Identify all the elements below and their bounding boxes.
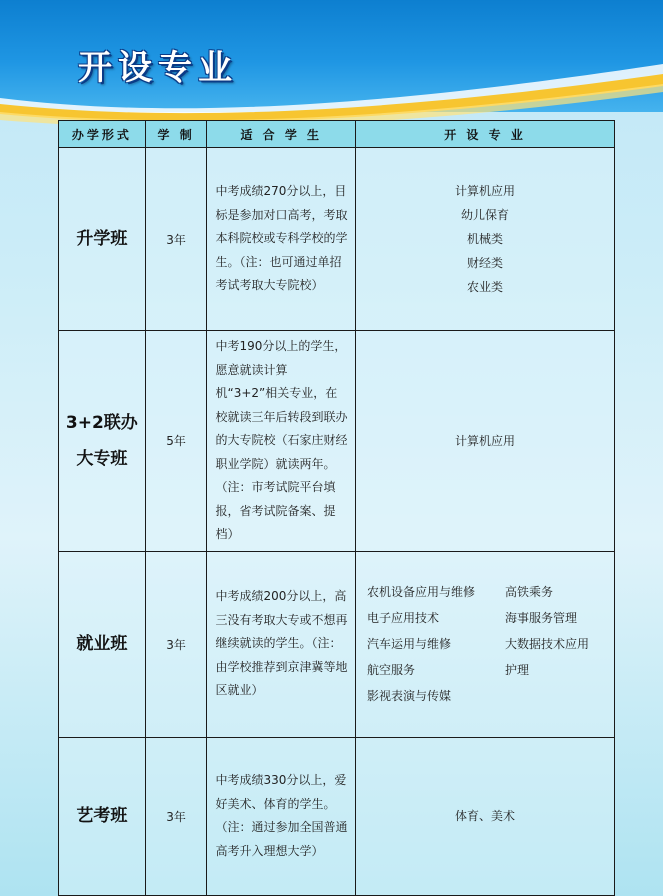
major-item: 汽车运用与维修 — [367, 637, 452, 651]
page-title: 开设专业 — [78, 48, 238, 88]
suitable-students-cell: 中考成绩270分以上，目标是参加对口高考，考取本科院校或专科学校的学生。（注：也可通过单招考试考取大专院校） — [207, 148, 356, 331]
form-label: 大专班 — [76, 448, 128, 469]
form-cell — [59, 148, 146, 331]
table-row — [59, 551, 615, 737]
table-row — [59, 331, 615, 552]
duration-cell: 3年 — [145, 737, 207, 895]
majors-cell — [356, 148, 615, 331]
header-majors: 开 设 专 业 — [356, 121, 615, 148]
duration-cell: 3年 — [145, 551, 207, 737]
major-item: 电子应用技术 — [367, 611, 440, 625]
major-item: 计算机应用 — [454, 433, 515, 448]
table-row — [59, 148, 615, 331]
form-cell — [59, 551, 146, 737]
form-label: 艺考班 — [76, 806, 128, 826]
major-item: 财经类 — [466, 256, 503, 270]
header-suitable-students: 适 合 学 生 — [207, 121, 356, 148]
major-item: 护理 — [505, 663, 530, 677]
major-item: 计算机应用 — [454, 184, 515, 198]
program-table — [58, 120, 615, 896]
suitable-students-cell: 中考成绩200分以上，高三没有考取大专或不想再继续就读的学生。（注：由学校推荐到京津冀等地区就业） — [207, 551, 356, 737]
major-item: 影视表演与传媒 — [367, 689, 452, 703]
major-item: 海事服务管理 — [505, 611, 578, 625]
major-item: 体育、美术 — [454, 809, 515, 823]
duration-cell: 5年 — [145, 331, 207, 552]
form-label: 升学班 — [76, 229, 128, 249]
form-cell — [59, 331, 146, 552]
major-item: 农业类 — [466, 280, 503, 294]
majors-cell — [356, 737, 615, 895]
majors-grid — [357, 579, 613, 709]
major-item: 机械类 — [466, 232, 503, 246]
majors-cell — [356, 331, 615, 552]
major-item: 航空服务 — [367, 663, 416, 677]
form-label: 就业班 — [76, 634, 128, 654]
table-row — [59, 737, 615, 895]
header-duration: 学 制 — [145, 121, 207, 148]
suitable-students-cell: 中考成绩330分以上，爱好美术、体育的学生。（注：通过参加全国普通高考升入理想大学） — [207, 737, 356, 895]
form-label: 3+2联办 — [65, 412, 138, 433]
major-item: 高铁乘务 — [505, 585, 554, 599]
suitable-students-cell: 中考190分以上的学生，愿意就读计算机“3+2”相关专业，在校就读三年后转段到联办的大专院校（石家庄财经职业学院）就读两年。（注：市考试院平台填报，省考试院备案、提档） — [207, 331, 356, 552]
major-item: 农机设备应用与维修 — [367, 585, 476, 599]
major-item: 幼儿保育 — [460, 208, 509, 222]
header-form: 办学形式 — [59, 121, 146, 148]
major-item: 大数据技术应用 — [505, 637, 590, 651]
duration-cell: 3年 — [145, 148, 207, 331]
form-cell — [59, 737, 146, 895]
majors-cell — [356, 551, 615, 737]
table-header-row — [59, 121, 615, 148]
